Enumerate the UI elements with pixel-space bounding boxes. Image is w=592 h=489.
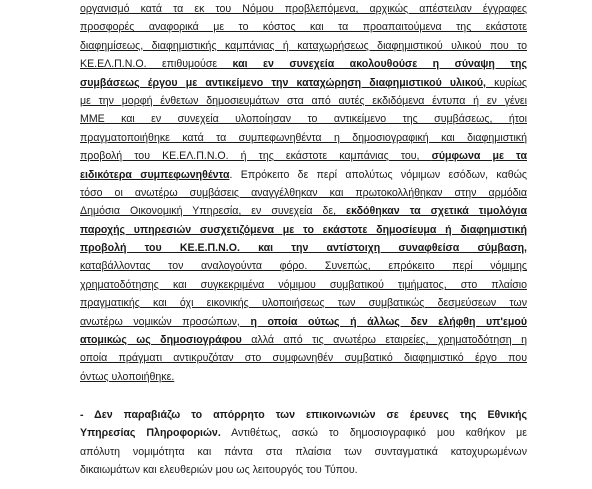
text-segment: ΚΕ.ΕΛ.Π.Ν.Ο. επιθυμούσε bbox=[80, 58, 233, 71]
text-line bbox=[80, 55, 527, 73]
text-segment: Δημόσια Οικονομική Υπηρεσία, εν συνεχεία δε, bbox=[80, 205, 347, 218]
text-segment: οργανισμό κατά τα εκ του Νόμου προβλεπόμενα, αρχικώς απέστειλαν έγγραφες bbox=[80, 3, 527, 15]
text-line bbox=[80, 257, 527, 275]
text-line bbox=[80, 239, 527, 257]
bold-text-segment: η οποία ούτως ή άλλως δεν ελήφθη υπ'εμού bbox=[250, 315, 527, 328]
bold-text-segment: ειδικότερα συμπεφωνηθέντα bbox=[80, 168, 230, 181]
text-segment: ανωτέρω νομικών προσώπων, bbox=[80, 315, 251, 328]
text-line bbox=[80, 313, 527, 331]
bold-text-segment: παροχής υπηρεσιών συσχετιζόμενα με το εκάστοτε δημοσίευμα ή διαφημιστική bbox=[80, 223, 527, 236]
text-line bbox=[80, 166, 527, 184]
text-segment: οποία πράγματι αντικρυζόταν στο συμφωνηθέν συμβατικό διαφημιστικό έργο που bbox=[80, 352, 527, 365]
text-segment: κυρίως bbox=[486, 76, 527, 89]
paragraph-contract-explanation bbox=[80, 0, 527, 386]
text-segment: προσφορές αναφορικά με το κόστος και τα προαπαιτούμενα της εκάστοτε bbox=[80, 21, 527, 34]
bold-text-segment: Υπηρεσίας Πληροφοριών. bbox=[80, 427, 221, 440]
text-segment: τόσο οι ανωτέρω συμβάσεις αναγγέλθηκαν και πρωτοκολλήθηκαν στην αρμόδια bbox=[80, 186, 527, 199]
text-line bbox=[80, 129, 527, 147]
text-line bbox=[80, 37, 527, 55]
text-line bbox=[80, 424, 527, 442]
bold-text-segment: σύμφωνα με τα bbox=[431, 150, 527, 163]
text-segment: με την μορφή ένθετων δημοσιευμάτων στα από αυτές εκδιδόμενα έντυπα ή εν γένει bbox=[80, 94, 527, 107]
paragraph-communications-secrecy bbox=[80, 406, 527, 480]
text-line bbox=[80, 276, 527, 294]
text-line bbox=[80, 92, 527, 110]
bold-text-segment: και εν συνεχεία ακολουθούσε η σύναψη της bbox=[232, 58, 527, 71]
text-line bbox=[80, 147, 527, 165]
bold-text-segment: προβολή του ΚΕ.Ε.Π.Ν.Ο. και την αντίστοιχη συναφθείσα σύμβαση, bbox=[80, 242, 527, 255]
text-line bbox=[80, 294, 527, 312]
text-segment: ΜΜΕ και εν συνεχεία υλοποίησαν το αντικείμενο της συμβάσεως, ήτοι bbox=[80, 113, 527, 126]
text-segment: προβολή του ΚΕ.ΕΛ.Π.Ν.Ο. ή της εκάστοτε καμπάνιας του, bbox=[80, 150, 432, 163]
text-line bbox=[80, 110, 527, 128]
text-line bbox=[80, 0, 527, 18]
bold-text-segment: συμβάσεως έργου με αντικείμενο την καταχώρηση διαφημιστικού υλικού, bbox=[80, 76, 487, 89]
text-line bbox=[80, 331, 527, 349]
text-line bbox=[80, 184, 527, 202]
text-line bbox=[80, 349, 527, 367]
text-line bbox=[80, 74, 527, 92]
bold-text-segment: εκδόθηκαν τα σχετικά τιμολόγια bbox=[346, 205, 527, 218]
text-line bbox=[80, 406, 527, 424]
text-line bbox=[80, 443, 527, 461]
bold-text-segment: - Δεν παραβιάζω το απόρρητο των επικοινωνιών σε έρευνες της Εθνικής bbox=[80, 409, 527, 421]
text-segment: πραγματοποιήθηκε κατά τα συμπεφωνηθέντα η δημοσιογραφική και διαφημιστική bbox=[80, 131, 527, 144]
text-segment: διαφημίσεως, διαφημιστικής καμπάνιας ή καταχωρήσεως διαφημιστικού υλικού που το bbox=[80, 39, 527, 52]
text-line bbox=[80, 461, 527, 479]
text-line bbox=[80, 18, 527, 36]
text-segment: Αντιθέτως, ασκώ το δημοσιογραφικό μου καθήκον με bbox=[220, 427, 527, 440]
bold-text-segment: ατομικώς ως δημοσιογράφου bbox=[80, 334, 242, 347]
text-line bbox=[80, 368, 527, 386]
text-segment: όντως υλοποιήθηκε. bbox=[80, 370, 175, 383]
text-segment: χρηματοδότησης και συγκεκριμένα νόμιμου συμβατικού τιμήματος, στο πλαίσιο bbox=[80, 278, 527, 291]
text-segment: . Επρόκειτο δε περί απολύτως νόμιμων εσόδων, καθώς bbox=[229, 168, 527, 181]
text-segment: απόλυτη νομιμότητα και πάντα στα πλαίσια των συνταγματικά κατοχυρωμένων bbox=[80, 445, 527, 458]
text-segment: αλλά από τις ανωτέρω εταιρείες, χρηματοδότηση η bbox=[241, 334, 527, 347]
text-segment: δικαιωμάτων και ελευθεριών μου ως λειτουργός του Τύπου. bbox=[80, 464, 358, 477]
text-segment: πραγματικής και όχι εικονικής υλοποιήσεως των συμβατικώς δεσμεύσεων των bbox=[80, 297, 527, 310]
text-line bbox=[80, 202, 527, 220]
text-segment: καταβάλλοντας τον αναλογούντα φόρο. Συνεπώς, επρόκειτο περί νόμιμης bbox=[80, 260, 527, 273]
text-line bbox=[80, 221, 527, 239]
